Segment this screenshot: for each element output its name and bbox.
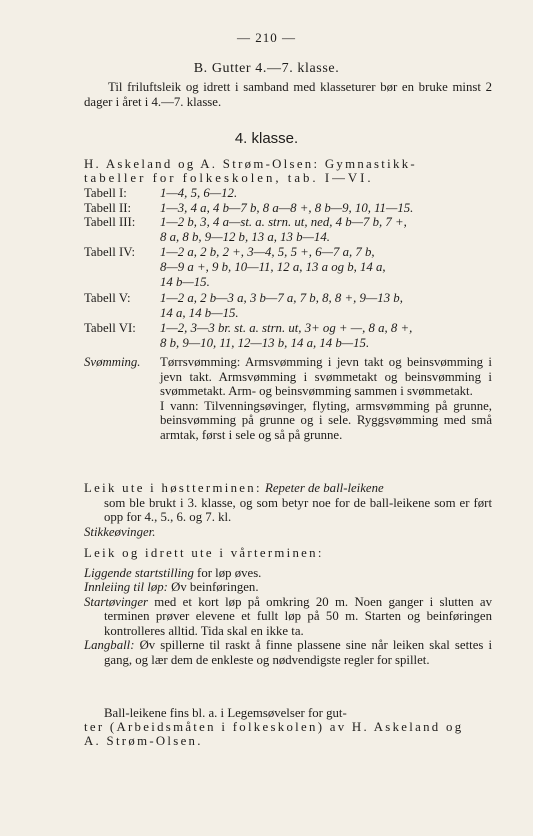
table-label: Tabell I: xyxy=(84,186,127,200)
spring-item: Langball: Øv spillerne til raskt å finne plassene sine når leiken skal settes i gang, og lær dem de enkleste og nødvendigste regler for spillet. xyxy=(84,638,492,667)
table-label: Tabell IV: xyxy=(84,245,136,259)
table-label: Tabell VI: xyxy=(84,321,136,335)
table-value: 1—2 a, 2 b—3 a, 3 b—7 a, 7 b, 8, 8 +, 9—13 b, xyxy=(160,291,403,305)
swimming-body xyxy=(160,355,492,442)
table-label: Tabell II: xyxy=(84,201,132,215)
table-value: 14 b—15. xyxy=(160,275,210,289)
autumn-repeat: Repeter de ball-leikene xyxy=(265,481,384,495)
autumn-heading: Leik ute i høstterminen: xyxy=(84,481,262,495)
final-line-1: Ball-leikene fins bl. a. i Legemsøvelser for gut- xyxy=(104,706,347,720)
reference-line-2: tabeller for folkeskolen, tab. I—VI. xyxy=(84,171,374,185)
spring-item: Startøvinger med et kort løp på omkring 20 m. Noen ganger i slutten av terminen prøver elevene et fullt løp på 50 m. Starten og beinføringen kontrolleres alltid. Tida skal en ikke ta. xyxy=(84,594,492,638)
table-label: Tabell III: xyxy=(84,215,136,229)
autumn-section xyxy=(84,481,492,539)
stikke-ovinger: Stikkeøvinger. xyxy=(84,524,156,539)
spring-heading: Leik og idrett ute i vårterminen: xyxy=(84,546,324,560)
table-value: 8 a, 8 b, 9—12 b, 13 a, 13 b—14. xyxy=(160,230,330,244)
spring-item: Liggende startstilling for løp øves. xyxy=(84,565,262,580)
reference-line-1: H. Askeland og A. Strøm-Olsen: Gymnastikk- xyxy=(84,157,417,171)
table-value: 8 b, 9—10, 11, 12—13 b, 14 a, 14 b—15. xyxy=(160,336,370,350)
table-value: 8—9 a +, 9 b, 10—11, 12 a, 13 a og b, 14 a, xyxy=(160,260,386,274)
table-value: 14 a, 14 b—15. xyxy=(160,306,239,320)
autumn-text: som ble brukt i 3. klasse, og som betyr noe for de ball-leikene som er ført opp for 4., 5., 6. og 7. kl. xyxy=(104,495,492,524)
swimming-label: Svømming. xyxy=(84,355,141,369)
swimming-dry-paragraph: Tørrsvømming: Armsvømming i jevn takt og beinsvømming i jevn takt. Armsvømming i svømmetakt og beinsvømming i svømmetakt. Arm- og beinsvømming sammen i svømmetakt. xyxy=(160,355,492,398)
table-value: 1—2 b, 3, 4 a—st. a. strn. ut, ned, 4 b—7 b, 7 +, xyxy=(160,215,407,229)
page-number: — 210 — xyxy=(237,30,296,45)
intro-paragraph: Til friluftsleik og idrett i samband med klasseturer bør en bruke minst 2 dager i året i 4.—7. klasse. xyxy=(84,80,492,109)
table-value: 1—3, 4 a, 4 b—7 b, 8 a—8 +, 8 b—9, 10, 11—15. xyxy=(160,201,414,215)
table-value: 1—2, 3—3 br. st. a. strn. ut, 3+ og + —, 8 a, 8 +, xyxy=(160,321,413,335)
spring-section xyxy=(84,546,492,667)
section-title: B. Gutter 4.—7. klasse. xyxy=(193,61,340,76)
table-value: 1—2 a, 2 b, 2 +, 3—4, 5, 5 +, 6—7 a, 7 b, xyxy=(160,245,375,259)
class-heading: 4. klasse. xyxy=(234,130,299,147)
table-value: 1—4, 5, 6—12. xyxy=(160,186,238,200)
final-line-2: ter (Arbeidsmåten i folkeskolen) av H. Askeland og xyxy=(84,720,464,734)
final-line-3: A. Strøm-Olsen. xyxy=(84,734,203,748)
swimming-water-paragraph: I vann: Tilvenningsøvinger, flyting, armsvømming på grunne, beinsvømming på grunne og i sele. Ryggsvømming med små armtak, først i sele og så på grunne. xyxy=(160,398,492,442)
table-label: Tabell V: xyxy=(84,291,131,305)
spring-item: Innleiing til løp: Øv beinføringen. xyxy=(84,580,259,594)
